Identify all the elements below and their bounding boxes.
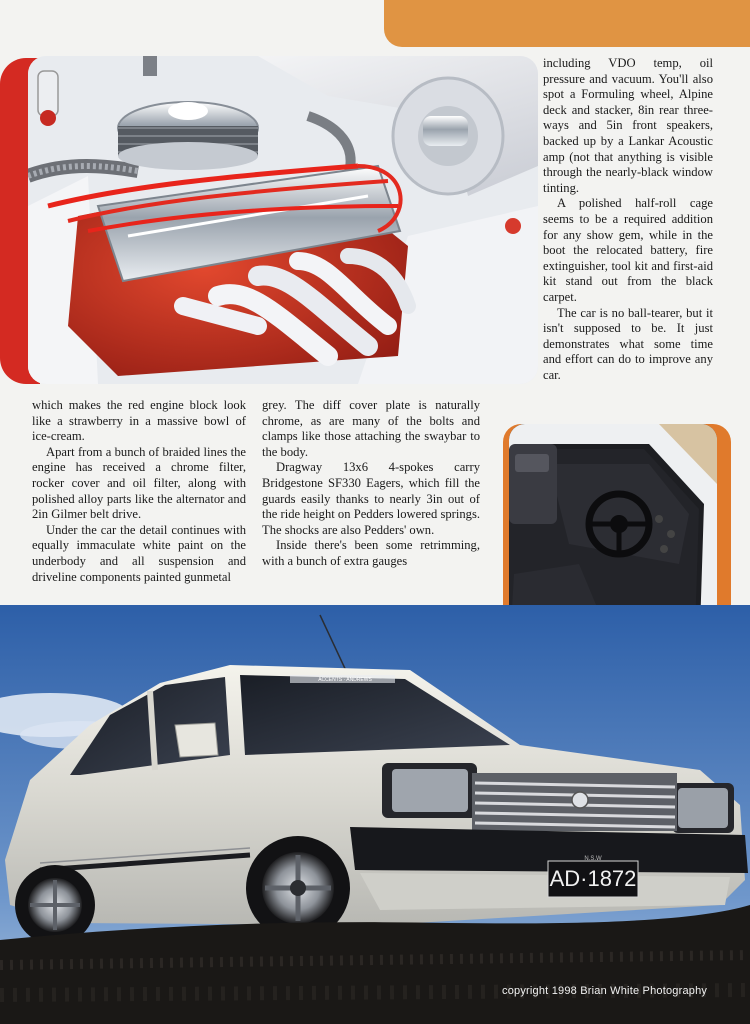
paragraph: Inside there's been some retrimming, with a bunch of extra gauges [262, 538, 480, 568]
paragraph: Under the car the detail continues with equally immaculate white paint on the underbody and all suspension and driveline components painted gunmetal [32, 522, 246, 584]
photo-copyright: copyright 1998 Brian White Photography [502, 985, 708, 997]
orange-header-tab [384, 0, 750, 47]
windscreen-banner: ACCENTS · ANDREWS [318, 677, 372, 683]
car-illustration [0, 605, 750, 1024]
plate-state: N.S.W [584, 856, 602, 862]
engine-bay-illustration [28, 56, 538, 384]
paragraph: A polished half-roll cage seems to be a required addition for any show gem, while in the boot the relocated battery, fire extinguisher, tool kit and first-aid kit stand out from the black carpet. [543, 196, 713, 304]
article-column-two [262, 398, 480, 570]
paragraph: including VDO temp, oil pressure and vacuum. You'll also spot a Formuling wheel, Alpine deck and stacker, 8in rear three-ways and 5in front speakers, backed up by a Lankar Acoustic amp (not that anything is visible through the nearly-black window tinting. [543, 56, 713, 195]
article-column-one [32, 398, 246, 585]
paragraph: Apart from a bunch of braided lines the engine has received a chrome filter, rocker cover and oil filter, along with polished alloy parts like the alternator and 2in Gilmer belt drive. [32, 444, 246, 522]
article-right-column [543, 56, 713, 383]
paragraph: grey. The diff cover plate is naturally chrome, as are many of the bolts and clamps like those attaching the swaybar to the body. [262, 398, 480, 459]
car-photo [0, 605, 750, 1024]
number-plate: AD·1872 [549, 866, 637, 891]
paragraph: The car is no ball-tearer, but it isn't supposed to be. It just demonstrates what some time and effort can do to improve any car. [543, 305, 713, 382]
paragraph: which makes the red engine block look like a strawberry in a massive bowl of ice-cream. [32, 398, 246, 444]
paragraph: Dragway 13x6 4-spokes carry Bridgestone SF330 Eagers, which fill the guards easily thanks to nearly 3in out of the ride height on Pedders lowered springs. The shocks are also Pedders' own. [262, 460, 480, 537]
engine-bay-photo [28, 56, 538, 384]
